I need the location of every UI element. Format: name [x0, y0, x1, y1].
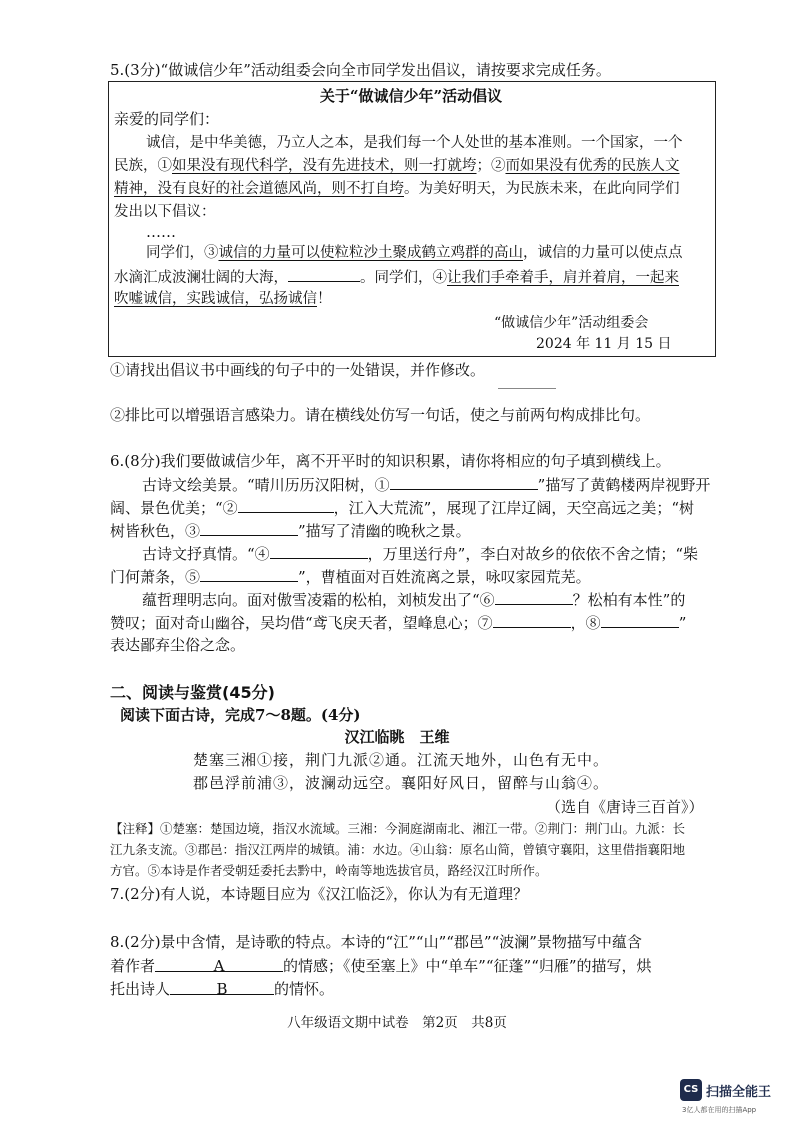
q6-line8: 表达鄙弃尘俗之念。 [110, 636, 246, 654]
q5-sub2: ②排比可以增强语言感染力。请在横线处仿写一句话，使之与前两句构成排比句。 [110, 406, 651, 424]
proposal-p1-line4: 发出以下倡议： [114, 204, 216, 220]
text-segment: ，万里送行舟”，李白对故乡的依依不舍之情；“柴 [367, 545, 699, 563]
answer-blank[interactable] [288, 266, 360, 282]
section-title: 二、阅读与鉴赏(45分) [110, 683, 275, 702]
q8-line3 [110, 979, 334, 999]
answer-blank-4[interactable] [270, 543, 368, 559]
text-segment: 托出诗人 [110, 980, 171, 998]
text-segment: 。同学们，④ [360, 270, 447, 286]
poem-title: 汉江临眺 王维 [344, 728, 450, 746]
q6-line2 [110, 497, 694, 518]
page-footer: 八年级语文期中试卷 第2页 共8页 [287, 1015, 507, 1031]
text-segment: 赞叹；面对奇山幽谷，吴均借“鸢飞戾天者，望峰息心；⑦ [110, 614, 493, 632]
proposal-p2-line3 [114, 289, 332, 309]
answer-blank-7[interactable] [493, 612, 571, 628]
annotation-line-2: 江九条支流。③郡邑：指汉江两岸的城镇。浦：水边。④山翁：原名山简，曾镇守襄阳，这里借指襄阳地 [110, 842, 686, 857]
text-segment: ，诚信的力量可以使点点 [523, 245, 683, 261]
answer-blank-B[interactable]: B [170, 979, 274, 995]
answer-blank-5[interactable] [200, 566, 298, 582]
q8-line2 [110, 956, 652, 976]
proposal-p2-line2 [114, 266, 679, 288]
proposal-p1-line3 [114, 179, 680, 199]
poem-line-2: 郡邑浮前浦③，波澜动远空。襄阳好风日，留醉与山翁④。 [193, 774, 610, 792]
underlined-sentence-4b: 吹嘘诚信，实践诚信，弘扬诚信 [114, 291, 317, 307]
text-segment: ”描写了清幽的晚秋之景。 [298, 522, 471, 540]
answer-blank-6[interactable] [495, 589, 573, 605]
answer-blank-A[interactable]: A [155, 956, 283, 972]
q6-line6 [142, 589, 685, 610]
q5-sub1: ①请找出倡议书中画线的句子中的一处错误，并作修改。 [110, 361, 486, 379]
text-segment: 门何萧条，⑤ [110, 568, 201, 586]
text-segment: 民族，① [114, 158, 172, 174]
q8-line1: 8.(2分)景中含情，是诗歌的特点。本诗的“江”“山”“郡邑”“波澜”景物描写中蕴含 [110, 933, 642, 951]
proposal-greeting: 亲爱的同学们： [114, 110, 220, 128]
answer-blank-1[interactable] [390, 474, 538, 490]
text-segment: ”描写了黄鹤楼两岸视野开 [537, 476, 711, 494]
scan-mark [498, 388, 556, 389]
q7-stem: 7.(2分)有人说，本诗题目应为《汉江临泛》，你认为有无道理？ [110, 885, 529, 903]
reading-intro: 阅读下面古诗，完成7～8题。(4分) [120, 706, 361, 724]
text-segment: ？松柏有本性”的 [572, 591, 686, 609]
camscanner-name: 扫描全能王 [706, 1085, 772, 1100]
text-segment: 蕴哲理明志向。面对傲雪凌霜的松柏，刘桢发出了“⑥ [142, 591, 495, 609]
answer-blank-2[interactable] [238, 497, 334, 513]
text-segment: 水滴汇成波澜壮阔的大海， [114, 270, 288, 286]
underlined-sentence-3: 诚信的力量可以使粒粒沙土聚成鹤立鸡群的高山 [218, 245, 523, 261]
q6-line3 [110, 520, 471, 541]
poem-line-1: 楚塞三湘①接，荆门九派②通。江流天地外，山色有无中。 [193, 751, 610, 769]
text-segment: 古诗文抒真情。“④ [142, 545, 270, 563]
text-segment: 阔、景色优美；“② [110, 499, 238, 517]
q6-line1 [142, 474, 710, 495]
text-segment: 的情怀。 [274, 980, 335, 998]
text-segment: ”，曹植面对百姓流离之景，咏叹家园荒芜。 [298, 568, 591, 586]
text-segment: 古诗文绘美景。“晴川历历汉阳树，① [142, 476, 390, 494]
camscanner-watermark [680, 1079, 790, 1119]
text-segment: 同学们，③ [146, 245, 219, 261]
answer-blank-8[interactable] [601, 612, 679, 628]
text-segment: ，江入大荒流”，展现了江岸辽阔，天空高远之美；“树 [333, 499, 695, 517]
underlined-sentence-4a: 让我们手牵着手，肩并着肩，一起来 [447, 270, 679, 286]
underlined-sentence-1: 如果没有现代科学，没有先进技术，则一打就垮 [172, 158, 477, 174]
annotation-line-1: 【注释】①楚塞：楚国边境，指汉水流域。三湘：今洞庭湖南北、湘江一带。②荆门：荆门山。九派：长 [110, 821, 686, 836]
text-segment: ，⑧ [570, 614, 601, 632]
camscanner-tagline: 3亿人都在用的扫描App [682, 1106, 757, 1114]
camscanner-logo-icon: CS [680, 1079, 702, 1101]
q6-line7 [110, 612, 686, 633]
q6-line4 [142, 543, 698, 564]
poem-source: （选自《唐诗三百首》） [546, 798, 704, 816]
q6-line5 [110, 566, 591, 587]
underlined-sentence-2b: 精神，没有良好的社会道德风尚，则不打自垮 [114, 181, 404, 197]
q5-stem: 5.(3分)“做诚信少年”活动组委会向全市同学发出倡议，请按要求完成任务。 [110, 61, 611, 79]
text-segment: ！ [317, 291, 332, 307]
proposal-p1-line1: 诚信，是中华美德，乃立人之本，是我们每一个人处世的基本准则。一个国家，一个 [146, 135, 683, 151]
proposal-title: 关于“做诚信少年”活动倡议 [319, 87, 503, 105]
proposal-signature-date: 2024 年 11 月 15 日 [536, 336, 672, 352]
text-segment: ” [678, 614, 687, 632]
underlined-sentence-2a: 而如果没有优秀的民族人文 [505, 158, 680, 174]
text-segment: 着作者 [110, 957, 156, 975]
text-segment: 树皆秋色，③ [110, 522, 201, 540]
q6-stem: 6.(8分)我们要做诚信少年，离不开平时的知识积累，请你将相应的句子填到横线上。 [110, 452, 671, 470]
proposal-ellipsis: …… [146, 223, 176, 241]
proposal-signature-org: “做诚信少年”活动组委会 [494, 315, 649, 331]
proposal-p2-line1 [146, 243, 683, 263]
answer-blank-3[interactable] [200, 520, 298, 536]
text-segment: 。为美好明天，为民族未来，在此向同学们 [404, 181, 680, 197]
text-segment: ；② [476, 158, 506, 174]
text-segment: 的情感；《使至塞上》中“单车”“征蓬”“归雁”的描写，烘 [283, 957, 652, 975]
proposal-p1-line2 [114, 156, 680, 176]
annotation-line-3: 方官。⑤本诗是作者受朝廷委托去黔中，岭南等地选拔官员，路经汉江时所作。 [110, 863, 548, 878]
